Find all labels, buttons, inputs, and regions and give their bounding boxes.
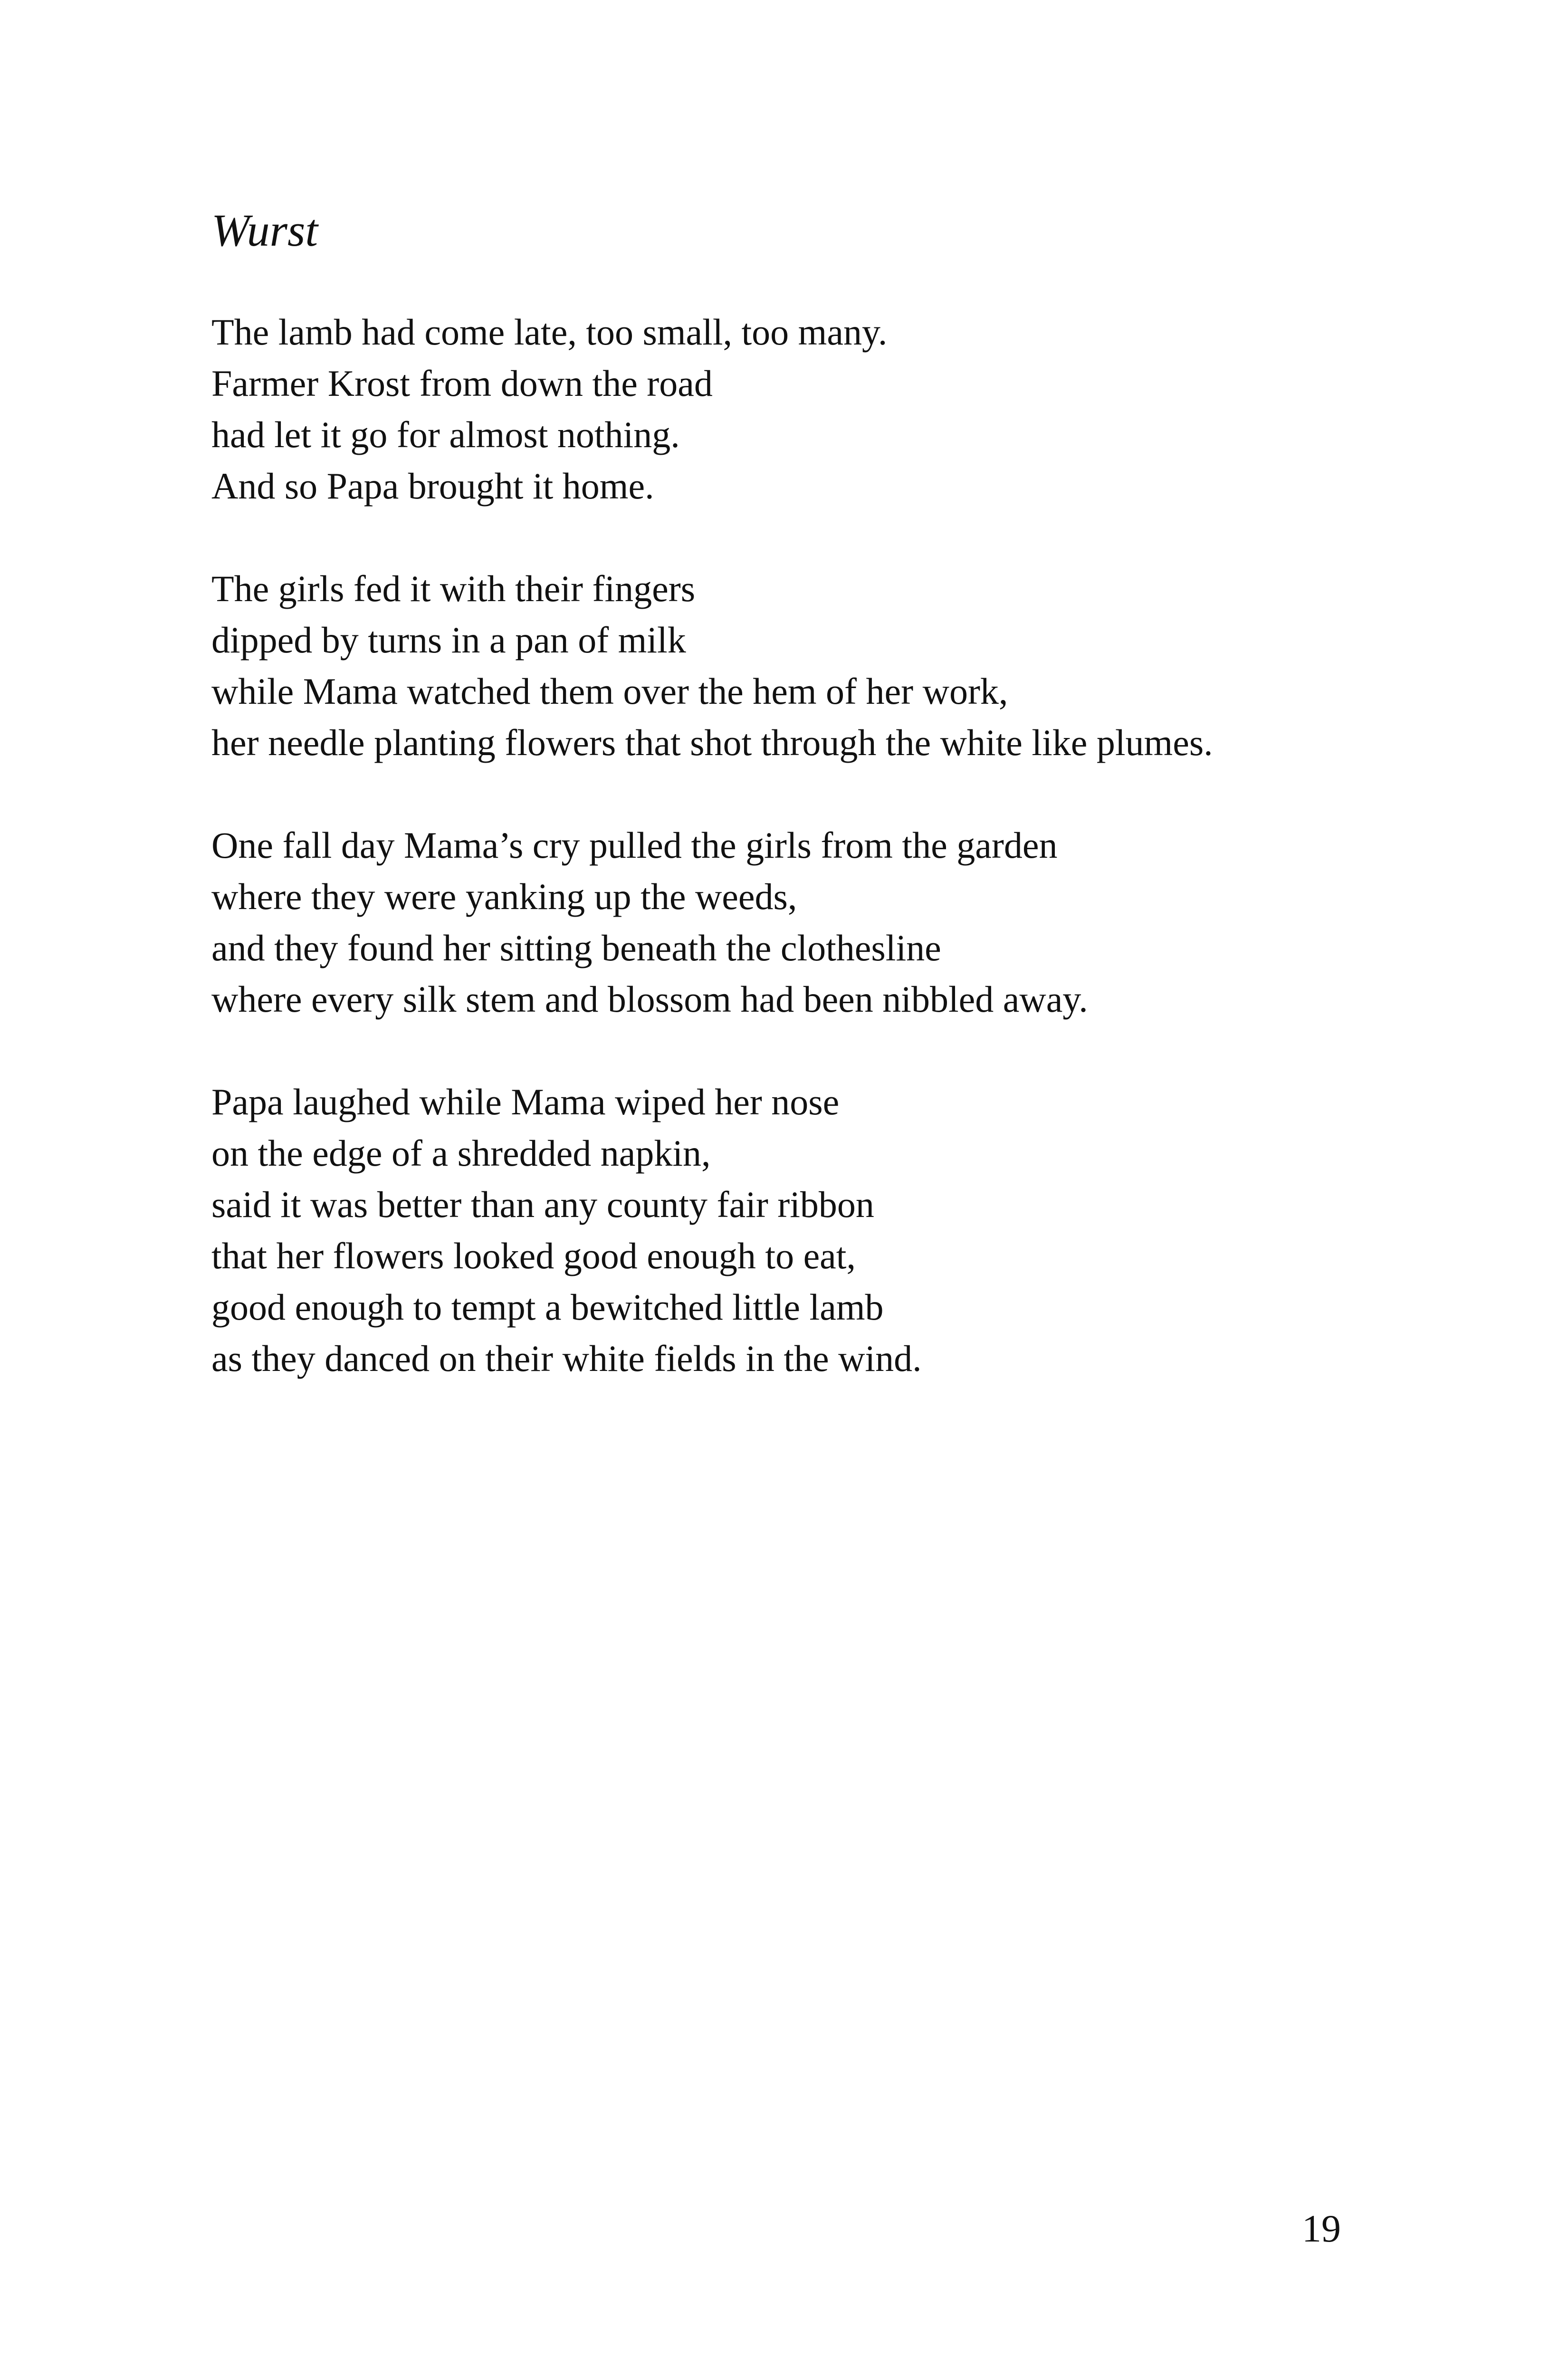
- poem-line: where they were yanking up the weeds,: [211, 876, 797, 917]
- poem-line: had let it go for almost nothing.: [211, 414, 680, 455]
- stanza-4: [211, 1076, 1447, 1384]
- poem-body: [211, 307, 1447, 1436]
- poem-line: that her flowers looked good enough to eat,: [211, 1235, 856, 1276]
- poem-line: her needle planting flowers that shot through the white like plumes.: [211, 722, 1213, 763]
- poem-line: on the edge of a shredded napkin,: [211, 1132, 711, 1174]
- poem-line: and they found her sitting beneath the clothesline: [211, 927, 941, 968]
- poem-line: dipped by turns in a pan of milk: [211, 619, 686, 661]
- poem-line: while Mama watched them over the hem of her work,: [211, 671, 1008, 712]
- poem-line: good enough to tempt a bewitched little lamb: [211, 1286, 884, 1328]
- poem-line: where every silk stem and blossom had been nibbled away.: [211, 978, 1088, 1020]
- poem-line: And so Papa brought it home.: [211, 465, 654, 507]
- poem-line: Farmer Krost from down the road: [211, 363, 713, 404]
- stanza-2: [211, 563, 1447, 768]
- poem-title: Wurst: [211, 205, 318, 256]
- poem-line: The lamb had come late, too small, too many.: [211, 311, 888, 353]
- poem-line: as they danced on their white fields in the wind.: [211, 1338, 922, 1379]
- poem-line: Papa laughed while Mama wiped her nose: [211, 1081, 840, 1122]
- stanza-3: [211, 820, 1447, 1025]
- poem-line: The girls fed it with their fingers: [211, 568, 696, 609]
- poem-line: said it was better than any county fair ribbon: [211, 1184, 874, 1225]
- stanza-1: [211, 307, 1447, 512]
- page-number: 19: [1302, 2207, 1341, 2250]
- poem-line: One fall day Mama’s cry pulled the girls from the garden: [211, 824, 1058, 866]
